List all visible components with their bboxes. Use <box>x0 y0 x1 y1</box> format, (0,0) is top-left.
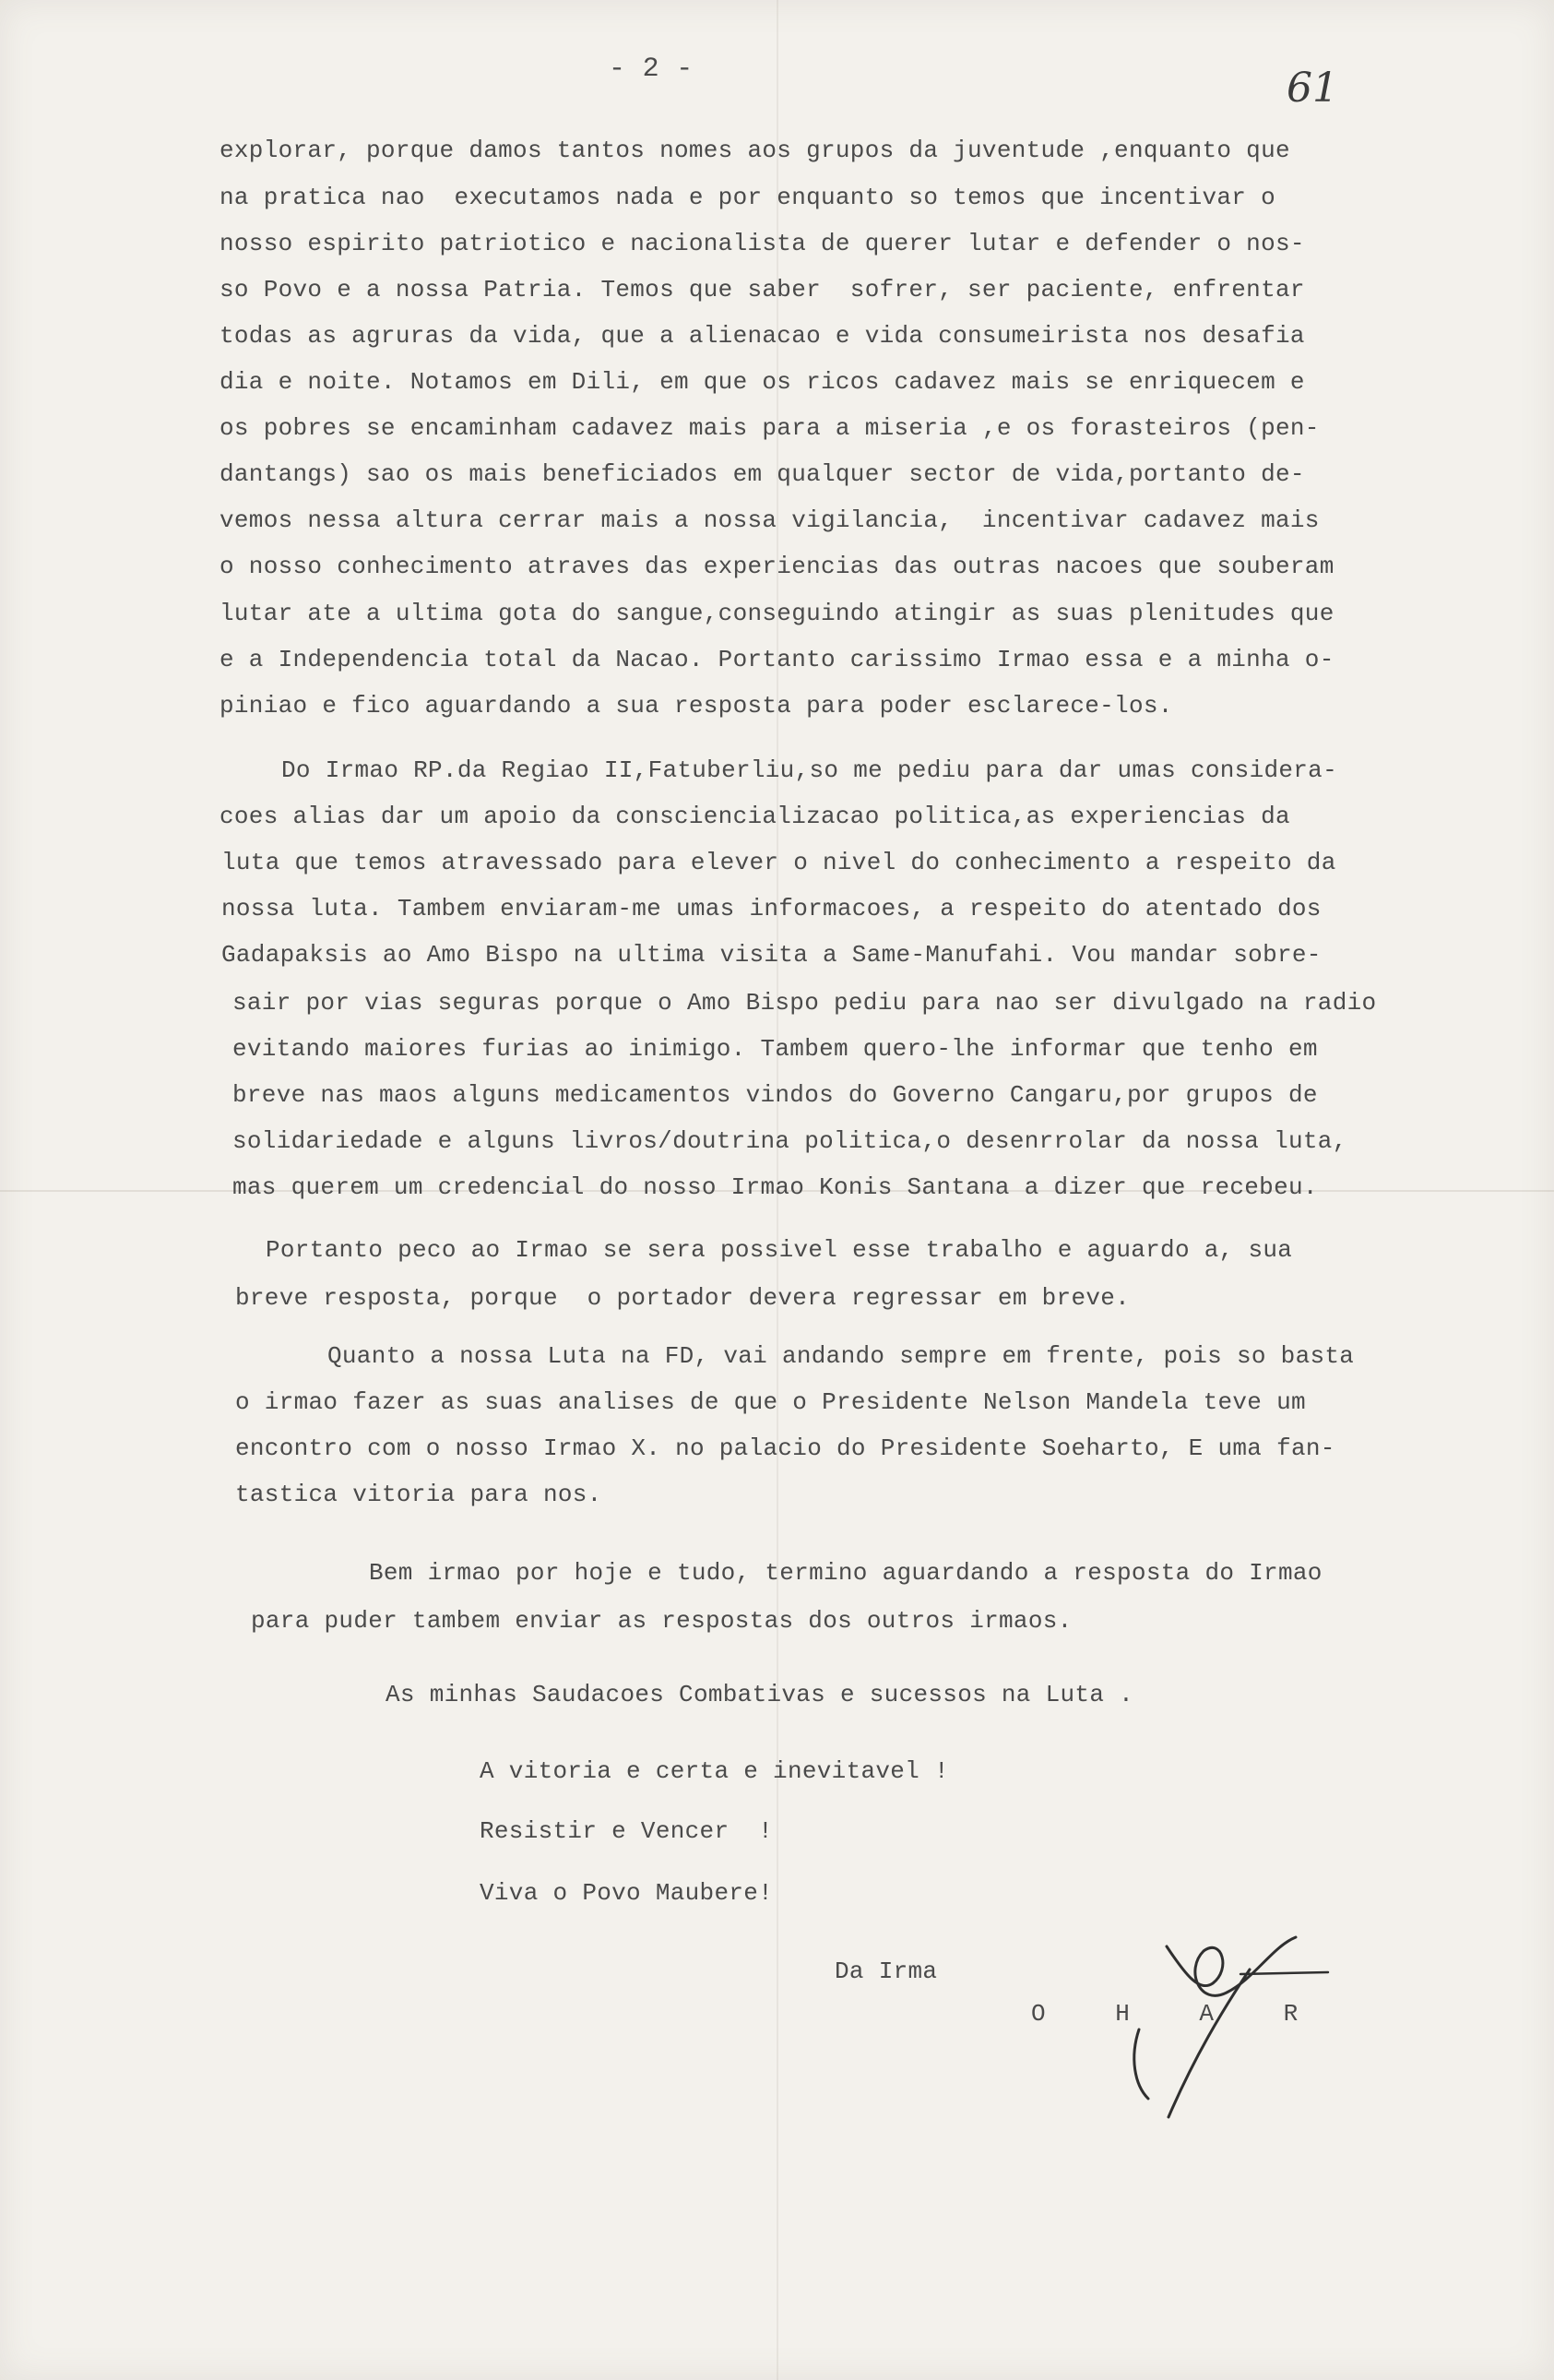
body-line: lutar ate a ultima gota do sangue,conseguindo atingir as suas plenitudes que <box>219 600 1335 627</box>
body-line: todas as agruras da vida, que a alienacao e vida consumeirista nos desafia <box>219 322 1305 350</box>
body-line: e a Independencia total da Nacao. Portanto carissimo Irmao essa e a minha o- <box>219 646 1335 673</box>
body-line: o irmao fazer as suas analises de que o Presidente Nelson Mandela teve um <box>235 1388 1306 1416</box>
body-line: vemos nessa altura cerrar mais a nossa vigilancia, incentivar cadavez mais <box>219 506 1320 534</box>
from-label: Da Irma <box>835 1958 938 1985</box>
handwritten-signature <box>1111 1919 1351 2131</box>
signature-name: O H A R <box>1031 2000 1326 2028</box>
body-line: Do Irmao RP.da Regiao II,Fatuberliu,so me pediu para dar umas considera- <box>281 756 1337 784</box>
body-line: breve nas maos alguns medicamentos vindos do Governo Cangaru,por grupos de <box>232 1081 1318 1109</box>
body-line: na pratica nao executamos nada e por enquanto so temos que incentivar o <box>219 184 1275 211</box>
body-line: dia e noite. Notamos em Dili, em que os ricos cadavez mais se enriquecem e <box>219 368 1305 396</box>
folio-number: 61 <box>1287 65 1338 112</box>
body-line: os pobres se encaminham cadavez mais para a miseria ,e os forasteiros (pen- <box>219 414 1320 442</box>
slogan-line: Viva o Povo Maubere! <box>480 1879 774 1907</box>
slogan-line: Resistir e Vencer ! <box>480 1817 774 1845</box>
closing-greeting: As minhas Saudacoes Combativas e sucessos na Luta . <box>386 1681 1134 1708</box>
body-line: luta que temos atravessado para elever o nivel do conhecimento a respeito da <box>221 849 1336 876</box>
body-line: mas querem um credencial do nosso Irmao Konis Santana a dizer que recebeu. <box>232 1173 1318 1201</box>
body-line: sair por vias seguras porque o Amo Bispo pediu para nao ser divulgado na radio <box>232 989 1377 1017</box>
body-line: evitando maiores furias ao inimigo. Tambem quero-lhe informar que tenho em <box>232 1035 1318 1063</box>
slogan-line: A vitoria e certa e inevitavel ! <box>480 1757 949 1785</box>
body-line: Bem irmao por hoje e tudo, termino aguardando a resposta do Irmao <box>369 1559 1323 1587</box>
body-line: tastica vitoria para nos. <box>235 1481 602 1508</box>
body-line: Gadapaksis ao Amo Bispo na ultima visita a Same-Manufahi. Vou mandar sobre- <box>221 941 1322 969</box>
body-line: solidariedade e alguns livros/doutrina politica,o desenrrolar da nossa luta, <box>232 1127 1347 1155</box>
body-line: breve resposta, porque o portador devera regressar em breve. <box>235 1284 1131 1312</box>
body-line: para puder tambem enviar as respostas dos outros irmaos. <box>251 1607 1073 1635</box>
body-line: so Povo e a nossa Patria. Temos que saber sofrer, ser paciente, enfrentar <box>219 276 1305 303</box>
page-number: - 2 - <box>609 54 694 85</box>
body-line: encontro com o nosso Irmao X. no palacio do Presidente Soeharto, E uma fan- <box>235 1434 1335 1462</box>
body-line: coes alias dar um apoio da consciencializacao politica,as experiencias da <box>219 803 1290 830</box>
body-line: nosso espirito patriotico e nacionalista de querer lutar e defender o nos- <box>219 230 1305 257</box>
body-line: dantangs) sao os mais beneficiados em qualquer sector de vida,portanto de- <box>219 460 1305 488</box>
body-line: piniao e fico aguardando a sua resposta para poder esclarece-los. <box>219 692 1173 720</box>
body-line: Portanto peco ao Irmao se sera possivel esse trabalho e aguardo a, sua <box>266 1236 1293 1264</box>
body-line: nossa luta. Tambem enviaram-me umas informacoes, a respeito do atentado dos <box>221 895 1322 922</box>
body-line: o nosso conhecimento atraves das experiencias das outras nacoes que souberam <box>219 553 1335 580</box>
body-line: explorar, porque damos tantos nomes aos grupos da juventude ,enquanto que <box>219 137 1290 164</box>
body-line: Quanto a nossa Luta na FD, vai andando sempre em frente, pois so basta <box>327 1342 1355 1370</box>
